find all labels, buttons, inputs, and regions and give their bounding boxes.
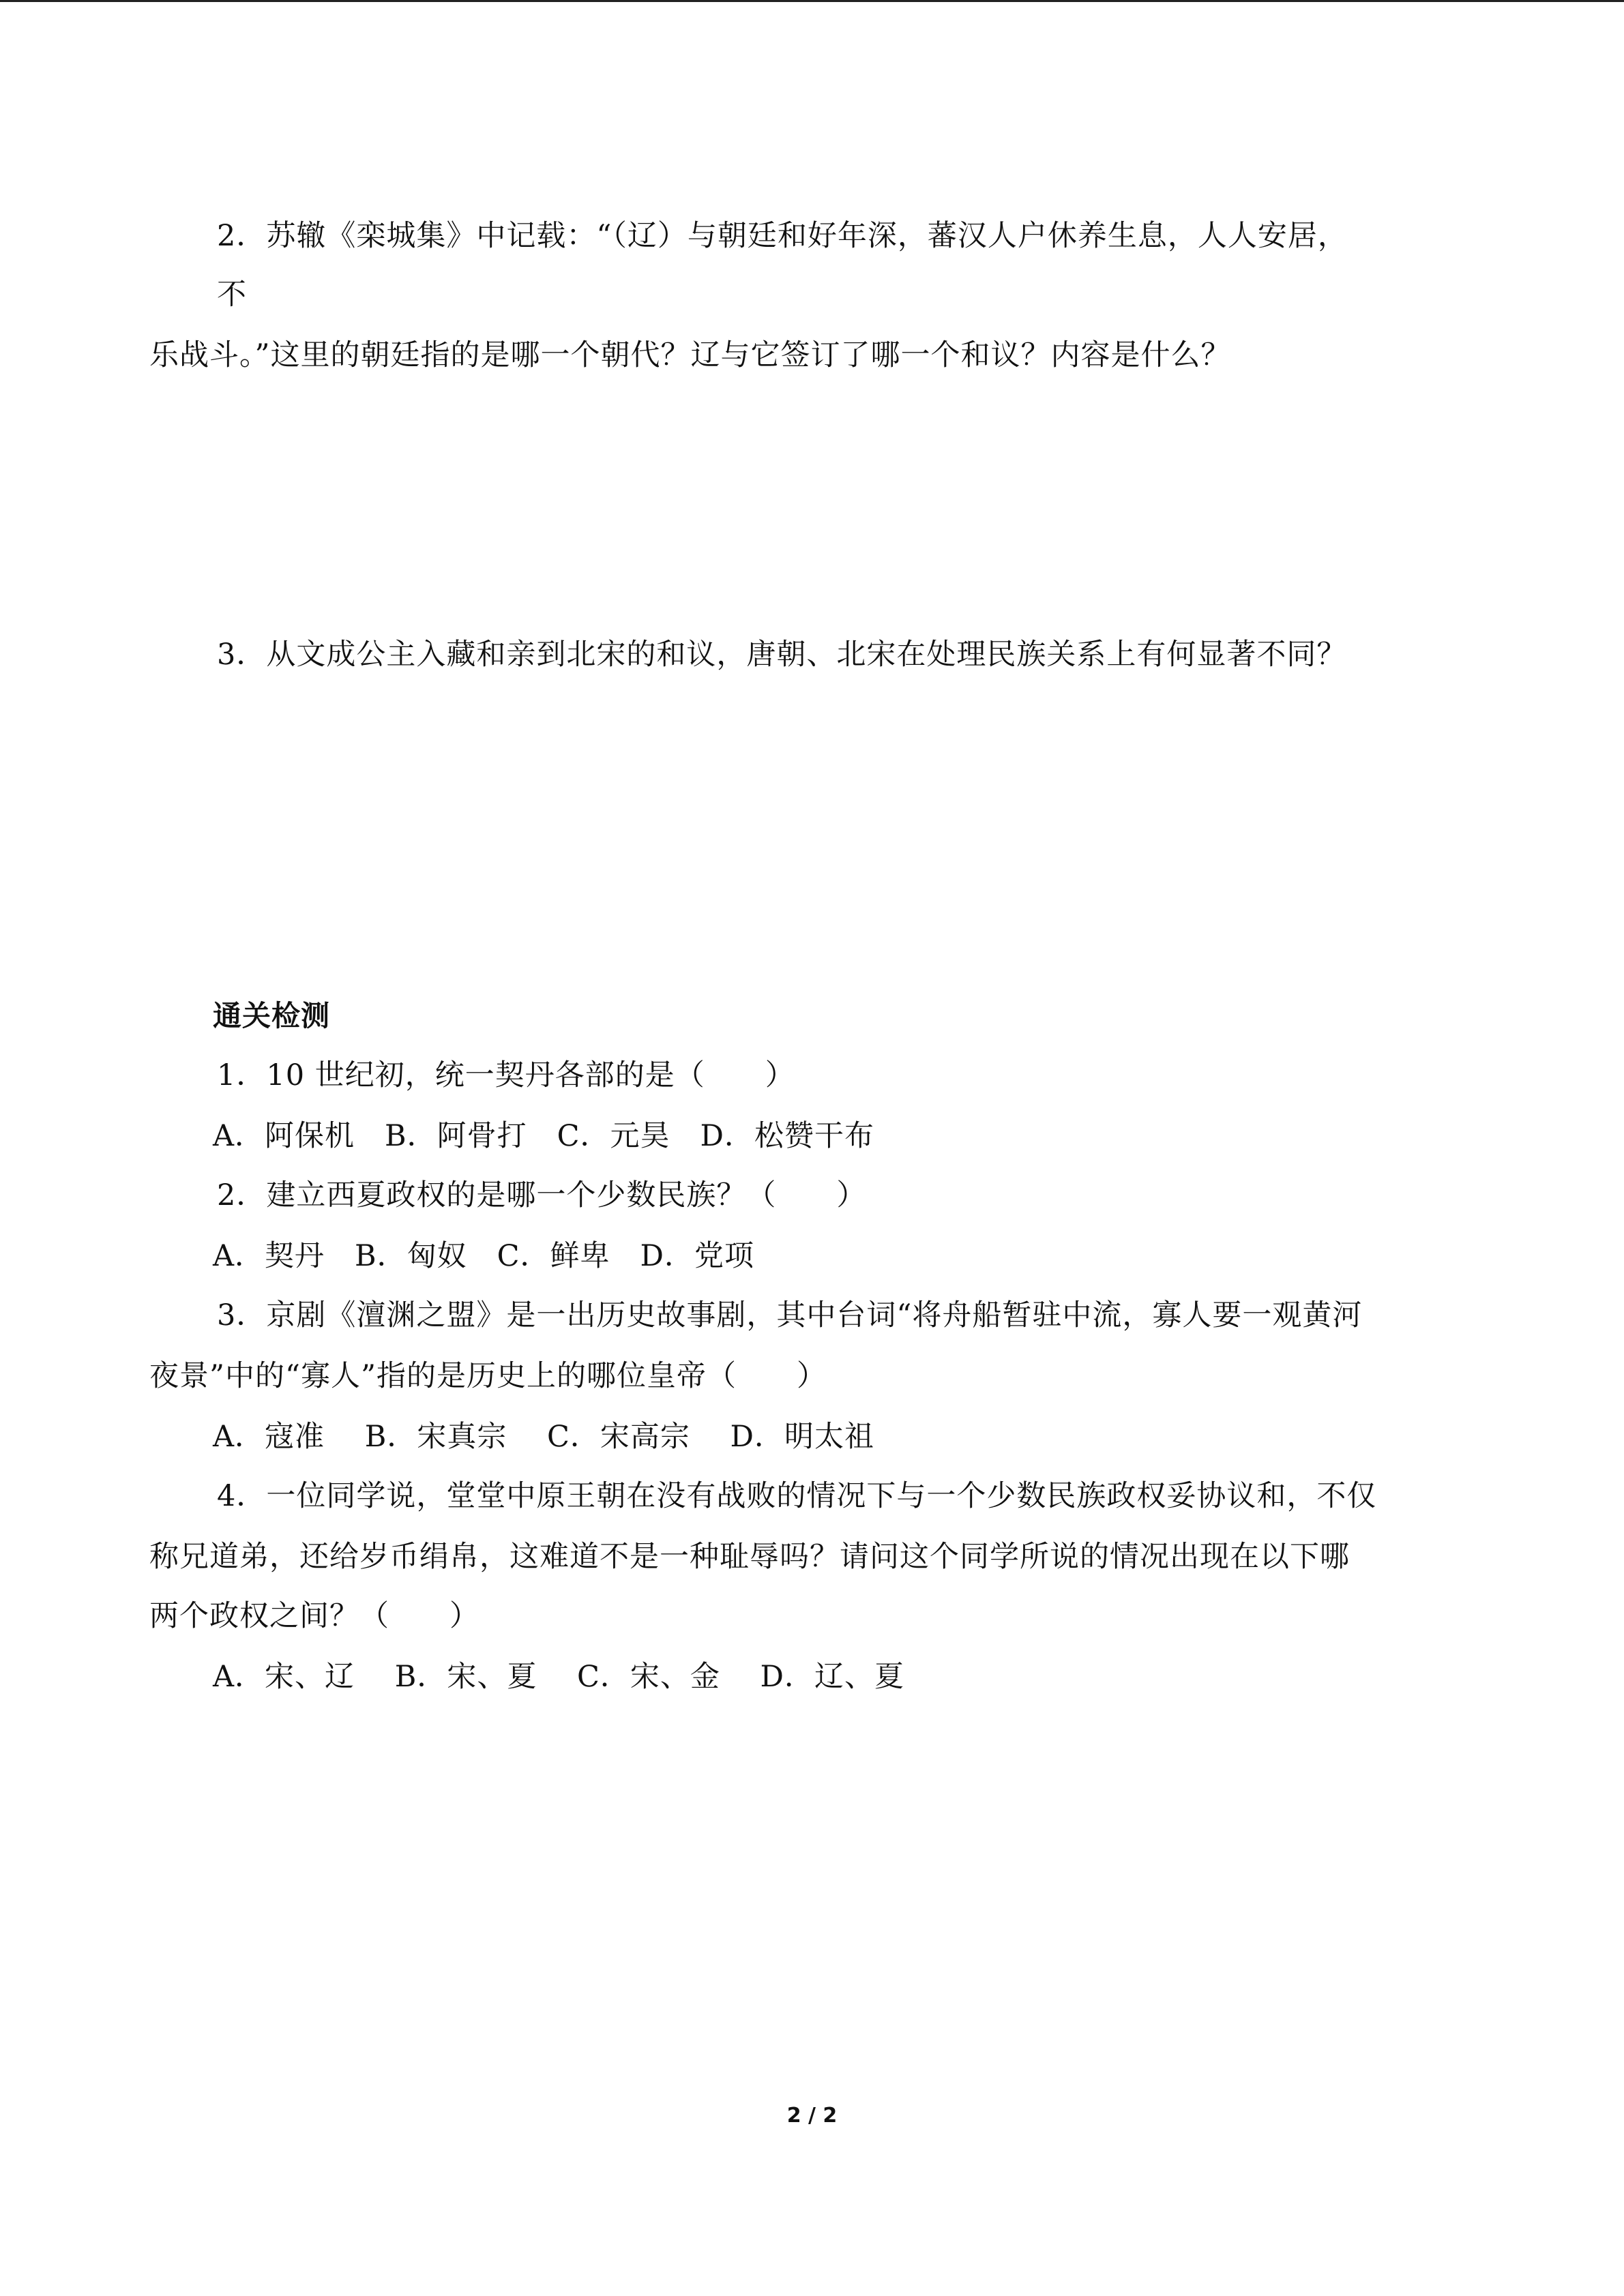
test-item: 夜景”中的“寡人”指的是历史上的哪位皇帝（ ） bbox=[149, 1359, 827, 1393]
test-item: A．宋、辽 B．宋、夏 C．宋、金 D．辽、夏 bbox=[213, 1660, 905, 1694]
q2-line-1: 2．苏辙《栾城集》中记载：“（辽）与朝廷和好年深，蕃汉人户休养生息，人人安居， bbox=[217, 219, 1348, 253]
test-item: A．寇准 B．宋真宗 C．宋高宗 D．明太祖 bbox=[213, 1420, 875, 1454]
q2-line-3: 乐战斗。”这里的朝廷指的是哪一个朝代？辽与它签订了哪一个和议？内容是什么？ bbox=[149, 338, 1231, 372]
test-item: 3．京剧《澶渊之盟》是一出历史故事剧，其中台词“将舟船暂驻中流，寡人要一观黄河 bbox=[217, 1298, 1363, 1332]
section-title: 通关检测 bbox=[213, 999, 331, 1032]
test-item: 两个政权之间？（ ） bbox=[149, 1599, 479, 1633]
test-item: A．契丹 B．匈奴 C．鲜卑 D．党项 bbox=[213, 1239, 755, 1273]
test-item: 称兄道弟，还给岁币绢帛，这难道不是一种耻辱吗？请问这个同学所说的情况出现在以下哪 bbox=[149, 1540, 1350, 1574]
test-item: 1．10 世纪初，统一契丹各部的是（ ） bbox=[217, 1058, 795, 1092]
test-item: 2．建立西夏政权的是哪一个少数民族？（ ） bbox=[217, 1178, 867, 1212]
top-border-line bbox=[0, 0, 1624, 2]
page-number: 2 / 2 bbox=[786, 2104, 838, 2128]
test-item: A．阿保机 B．阿骨打 C．元昊 D．松赞干布 bbox=[213, 1119, 875, 1153]
test-item: 4．一位同学说，堂堂中原王朝在没有战败的情况下与一个少数民族政权妥协议和，不仅 bbox=[217, 1479, 1377, 1513]
q3-line-1: 3．从文成公主入藏和亲到北宋的和议，唐朝、北宋在处理民族关系上有何显著不同？ bbox=[217, 638, 1347, 672]
q2-line-2: 不 bbox=[217, 278, 247, 312]
